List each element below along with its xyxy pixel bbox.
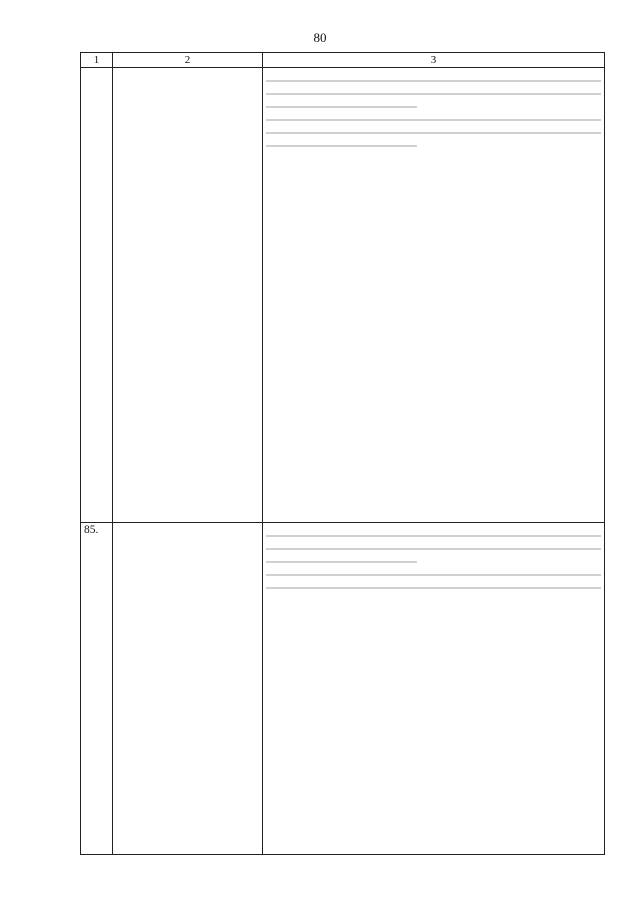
text-line <box>266 93 601 95</box>
table-header-row <box>81 53 605 68</box>
content-text-block <box>266 535 601 589</box>
text-line <box>266 80 601 82</box>
text-line <box>266 132 601 134</box>
text-line <box>266 548 601 550</box>
text-line <box>266 106 417 108</box>
document-table <box>80 52 605 855</box>
table-row-continuation <box>81 68 605 523</box>
page-number: 80 <box>313 30 327 45</box>
header-col-2: 2 <box>113 53 263 68</box>
text-line <box>266 561 417 563</box>
content-cell <box>263 523 605 855</box>
content-cell <box>263 68 605 523</box>
text-line <box>266 535 601 537</box>
text-line <box>266 145 417 147</box>
row-number-cell <box>81 68 113 523</box>
text-line <box>266 574 601 576</box>
header-col-1: 1 <box>81 53 113 68</box>
row-number-cell: 85. <box>81 523 113 855</box>
municipality-cell <box>113 523 263 855</box>
table-row-85 <box>81 523 605 855</box>
text-line <box>266 587 601 589</box>
header-col-3: 3 <box>263 53 605 68</box>
content-text-block <box>266 80 601 147</box>
municipality-cell <box>113 68 263 523</box>
text-line <box>266 119 601 121</box>
